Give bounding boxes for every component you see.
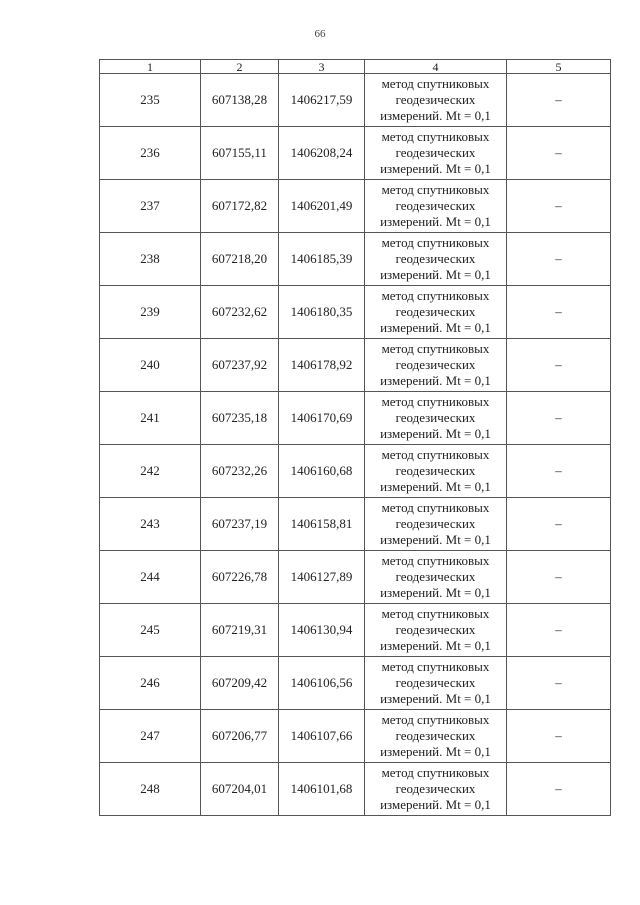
method-line: метод спутниковых [381,182,490,197]
note-cell: – [507,180,611,233]
point-number-cell: 247 [100,710,201,763]
note-cell: – [507,710,611,763]
x-coordinate-cell: 607206,77 [201,710,279,763]
point-number-cell: 248 [100,763,201,816]
table-row [100,339,611,392]
table-row [100,763,611,816]
method-cell [365,657,507,710]
point-number-cell: 246 [100,657,201,710]
x-coordinate-cell: 607209,42 [201,657,279,710]
method-line: измерений. Mt = 0,1 [380,744,491,759]
method-cell [365,180,507,233]
x-coordinate-cell: 607172,82 [201,180,279,233]
method-line: измерений. Mt = 0,1 [380,426,491,441]
method-cell [365,445,507,498]
method-line: измерений. Mt = 0,1 [380,479,491,494]
table-body [100,74,611,816]
method-line: геодезических [395,781,476,796]
y-coordinate-cell: 1406217,59 [279,74,365,127]
table-row [100,551,611,604]
point-number-cell: 244 [100,551,201,604]
method-cell [365,392,507,445]
y-coordinate-cell: 1406130,94 [279,604,365,657]
note-cell: – [507,445,611,498]
method-cell [365,74,507,127]
y-coordinate-cell: 1406106,56 [279,657,365,710]
note-cell: – [507,286,611,339]
method-line: метод спутниковых [381,447,490,462]
method-line: метод спутниковых [381,659,490,674]
point-number-cell: 242 [100,445,201,498]
method-cell [365,763,507,816]
point-number-cell: 237 [100,180,201,233]
table-row [100,498,611,551]
y-coordinate-cell: 1406101,68 [279,763,365,816]
x-coordinate-cell: 607237,92 [201,339,279,392]
method-line: измерений. Mt = 0,1 [380,638,491,653]
y-coordinate-cell: 1406158,81 [279,498,365,551]
x-coordinate-cell: 607237,19 [201,498,279,551]
method-line: геодезических [395,198,476,213]
method-line: геодезических [395,516,476,531]
table-row [100,180,611,233]
method-line: геодезических [395,357,476,372]
y-coordinate-cell: 1406178,92 [279,339,365,392]
method-cell [365,551,507,604]
x-coordinate-cell: 607232,26 [201,445,279,498]
method-line: измерений. Mt = 0,1 [380,532,491,547]
method-line: измерений. Mt = 0,1 [380,108,491,123]
note-cell: – [507,392,611,445]
method-line: геодезических [395,251,476,266]
point-number-cell: 245 [100,604,201,657]
x-coordinate-cell: 607226,78 [201,551,279,604]
method-cell [365,710,507,763]
method-line: геодезических [395,569,476,584]
table-row [100,233,611,286]
method-line: метод спутниковых [381,712,490,727]
method-line: геодезических [395,92,476,107]
method-line: измерений. Mt = 0,1 [380,585,491,600]
note-cell: – [507,763,611,816]
header-row [100,60,611,74]
header-col-2: 2 [201,60,279,74]
method-line: метод спутниковых [381,76,490,91]
method-line: метод спутниковых [381,129,490,144]
point-number-cell: 238 [100,233,201,286]
x-coordinate-cell: 607204,01 [201,763,279,816]
table-row [100,392,611,445]
header-col-4: 4 [365,60,507,74]
method-line: метод спутниковых [381,765,490,780]
method-line: геодезических [395,145,476,160]
y-coordinate-cell: 1406170,69 [279,392,365,445]
note-cell: – [507,657,611,710]
table-row [100,710,611,763]
table-row [100,657,611,710]
method-cell [365,233,507,286]
method-line: измерений. Mt = 0,1 [380,267,491,282]
method-line: метод спутниковых [381,341,490,356]
method-line: измерений. Mt = 0,1 [380,373,491,388]
method-line: геодезических [395,675,476,690]
method-line: геодезических [395,622,476,637]
method-line: метод спутниковых [381,500,490,515]
table-row [100,127,611,180]
x-coordinate-cell: 607155,11 [201,127,279,180]
note-cell: – [507,127,611,180]
y-coordinate-cell: 1406201,49 [279,180,365,233]
method-line: геодезических [395,304,476,319]
table-row [100,74,611,127]
method-line: измерений. Mt = 0,1 [380,161,491,176]
method-line: метод спутниковых [381,235,490,250]
note-cell: – [507,74,611,127]
method-cell [365,498,507,551]
method-line: геодезических [395,728,476,743]
header-col-1: 1 [100,60,201,74]
y-coordinate-cell: 1406127,89 [279,551,365,604]
x-coordinate-cell: 607219,31 [201,604,279,657]
method-cell [365,339,507,392]
table-row [100,445,611,498]
table-header [100,60,611,74]
x-coordinate-cell: 607138,28 [201,74,279,127]
point-number-cell: 239 [100,286,201,339]
page-number: 66 [314,28,326,40]
method-line: метод спутниковых [381,553,490,568]
y-coordinate-cell: 1406160,68 [279,445,365,498]
x-coordinate-cell: 607218,20 [201,233,279,286]
method-cell [365,127,507,180]
method-line: геодезических [395,463,476,478]
note-cell: – [507,551,611,604]
y-coordinate-cell: 1406185,39 [279,233,365,286]
note-cell: – [507,604,611,657]
note-cell: – [507,339,611,392]
y-coordinate-cell: 1406208,24 [279,127,365,180]
point-number-cell: 235 [100,74,201,127]
method-line: измерений. Mt = 0,1 [380,214,491,229]
point-number-cell: 243 [100,498,201,551]
header-col-3: 3 [279,60,365,74]
note-cell: – [507,498,611,551]
coordinates-table [99,59,611,816]
method-line: метод спутниковых [381,288,490,303]
point-number-cell: 236 [100,127,201,180]
method-line: измерений. Mt = 0,1 [380,797,491,812]
method-line: метод спутниковых [381,394,490,409]
y-coordinate-cell: 1406180,35 [279,286,365,339]
header-col-5: 5 [507,60,611,74]
table-row [100,286,611,339]
y-coordinate-cell: 1406107,66 [279,710,365,763]
point-number-cell: 241 [100,392,201,445]
method-line: геодезических [395,410,476,425]
method-cell [365,604,507,657]
method-line: измерений. Mt = 0,1 [380,691,491,706]
note-cell: – [507,233,611,286]
method-cell [365,286,507,339]
method-line: метод спутниковых [381,606,490,621]
point-number-cell: 240 [100,339,201,392]
x-coordinate-cell: 607232,62 [201,286,279,339]
x-coordinate-cell: 607235,18 [201,392,279,445]
method-line: измерений. Mt = 0,1 [380,320,491,335]
table-row [100,604,611,657]
